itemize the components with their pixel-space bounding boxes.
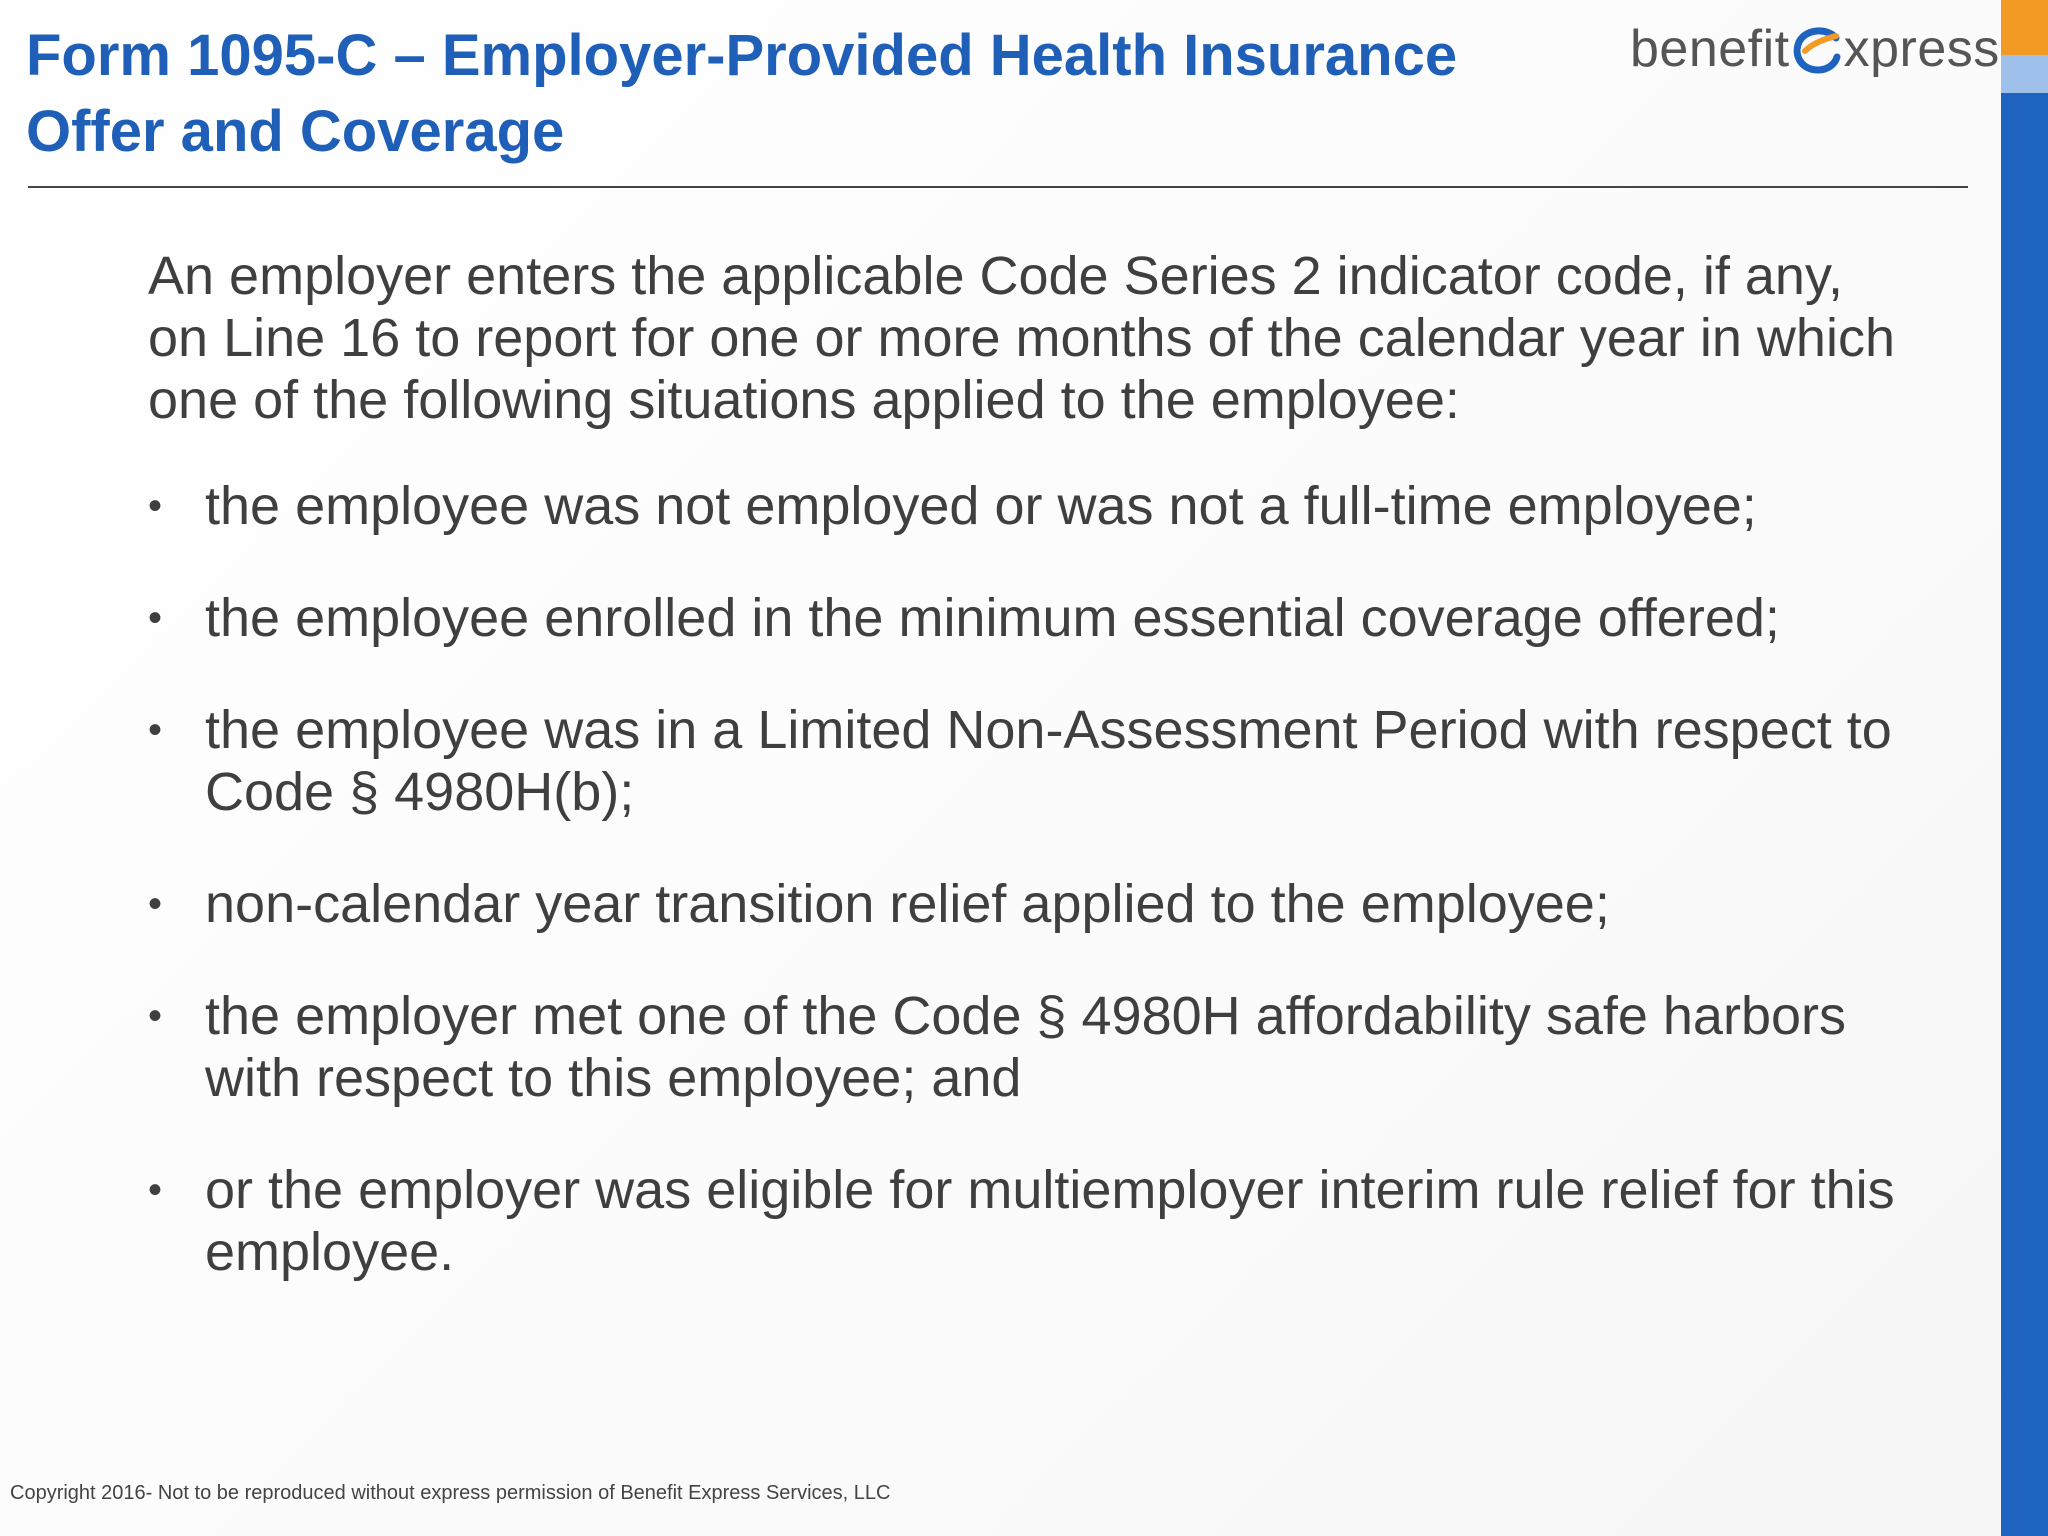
list-item-text: the employee was not employed or was not a full-time employee;: [205, 476, 1757, 536]
list-item-text: the employee enrolled in the minimum essential coverage offered;: [205, 588, 1780, 648]
bullet-dot-icon: •: [148, 994, 163, 1038]
list-item: [148, 985, 1908, 1109]
list-item-text: non-calendar year transition relief applied to the employee;: [205, 874, 1610, 934]
list-item: [148, 587, 1908, 649]
bullet-dot-icon: •: [148, 1168, 163, 1212]
list-item: [148, 699, 1908, 823]
list-item: [148, 1159, 1908, 1283]
e-swirl-logo-icon: [1792, 24, 1842, 74]
situations-list: [148, 475, 1908, 1283]
intro-paragraph: An employer enters the applicable Code Series 2 indicator code, if any, on Line 16 to report for one or more months of the calendar year in which one of the following situations applied to the employee:: [148, 246, 1895, 430]
slide-body: [148, 245, 1908, 1333]
bullet-dot-icon: •: [148, 882, 163, 926]
logo-text-xpress: xpress: [1843, 20, 2000, 78]
bullet-dot-icon: •: [148, 708, 163, 752]
list-item-text: the employee was in a Limited Non-Assessment Period with respect to Code § 4980H(b);: [205, 700, 1892, 822]
list-item: [148, 475, 1908, 537]
right-accent-orange-block: [2001, 0, 2048, 55]
bullet-dot-icon: •: [148, 596, 163, 640]
slide-title-line-2: Offer and Coverage: [26, 99, 565, 164]
copyright-footer: Copyright 2016- Not to be reproduced without express permission of Benefit Express Services, LLC: [10, 1482, 891, 1504]
header-divider: [28, 186, 1968, 188]
bullet-dot-icon: •: [148, 484, 163, 528]
slide-title: [26, 18, 1586, 170]
list-item-text: or the employer was eligible for multiemployer interim rule relief for this employee.: [205, 1160, 1895, 1282]
list-item: [148, 873, 1908, 935]
right-accent-light-block: [2001, 55, 2048, 93]
benefit-express-logo: [1630, 14, 2000, 84]
logo-text-benefit: benefit: [1630, 20, 1790, 78]
slide-title-line-1: Form 1095-C – Employer-Provided Health Insurance: [26, 23, 1458, 88]
list-item-text: the employer met one of the Code § 4980H affordability safe harbors with respect to this employee; and: [205, 986, 1846, 1108]
right-accent-bar: [2001, 0, 2048, 1536]
